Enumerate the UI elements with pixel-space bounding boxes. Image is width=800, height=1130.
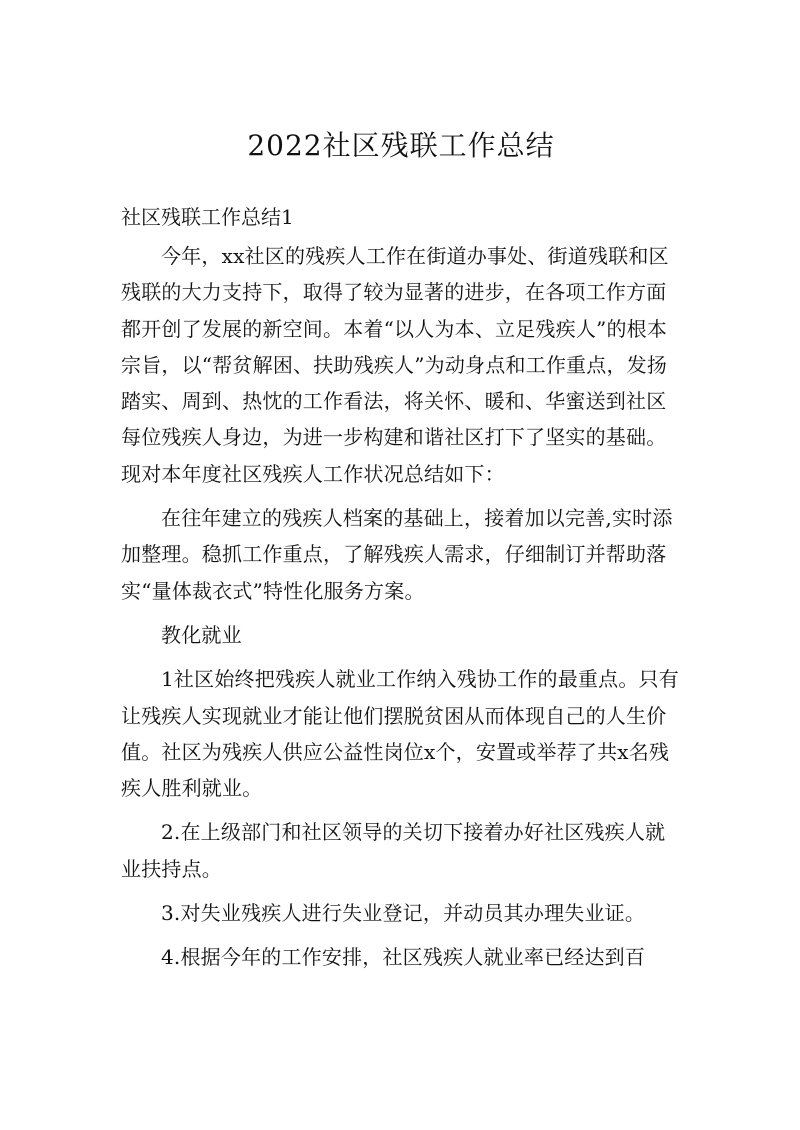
paragraph-item-4: 4.根据今年的工作安排，社区残疾人就业率已经达到百 (161, 945, 646, 970)
paragraph-item-2: 2.在上级部门和社区领导的关切下接着办好社区残疾人就业扶持点。 (121, 820, 666, 881)
paragraph-archives: 在往年建立的残疾人档案的基础上，接着加以完善,实时添加整理。稳抓工作重点，了解残疾人需求，仔细制订并帮助落实“量体裁衣式”特性化服务方案。 (121, 506, 673, 603)
paragraph-intro: 今年，xx社区的残疾人工作在街道办事处、街道残联和区残联的大力支持下，取得了较为显著的进步，在各项工作方面都开创了发展的新空间。本着“以人为本、立足残疾人”的根本宗旨，以“帮贫解困、扶助残疾人”为动身点和工作重点，发扬踏实、周到、热忱的工作看法，将关怀、暖和、华蜜送到社区每位残疾人身边，为进一步构建和谐社区打下了坚实的基础。现对本年度社区残疾人工作状况总结如下： (121, 244, 669, 486)
paragraph-item-1: 1社区始终把残疾人就业工作纳入残协工作的最重点。只有让残疾人实现就业才能让他们摆脱贫困从而体现自己的人生价值。社区为残疾人供应公益性岗位x个，安置或举荐了共x名残疾人胜利就业。 (121, 667, 679, 801)
paragraph-item-3: 3.对失业残疾人进行失业登记，并动员其办理失业证。 (161, 901, 646, 926)
paragraph-heading-employment: 教化就业 (161, 622, 242, 647)
section-heading: 社区残联工作总结1 (121, 205, 294, 229)
document-body (121, 126, 681, 984)
document-title: 2022社区残联工作总结 (247, 129, 555, 162)
